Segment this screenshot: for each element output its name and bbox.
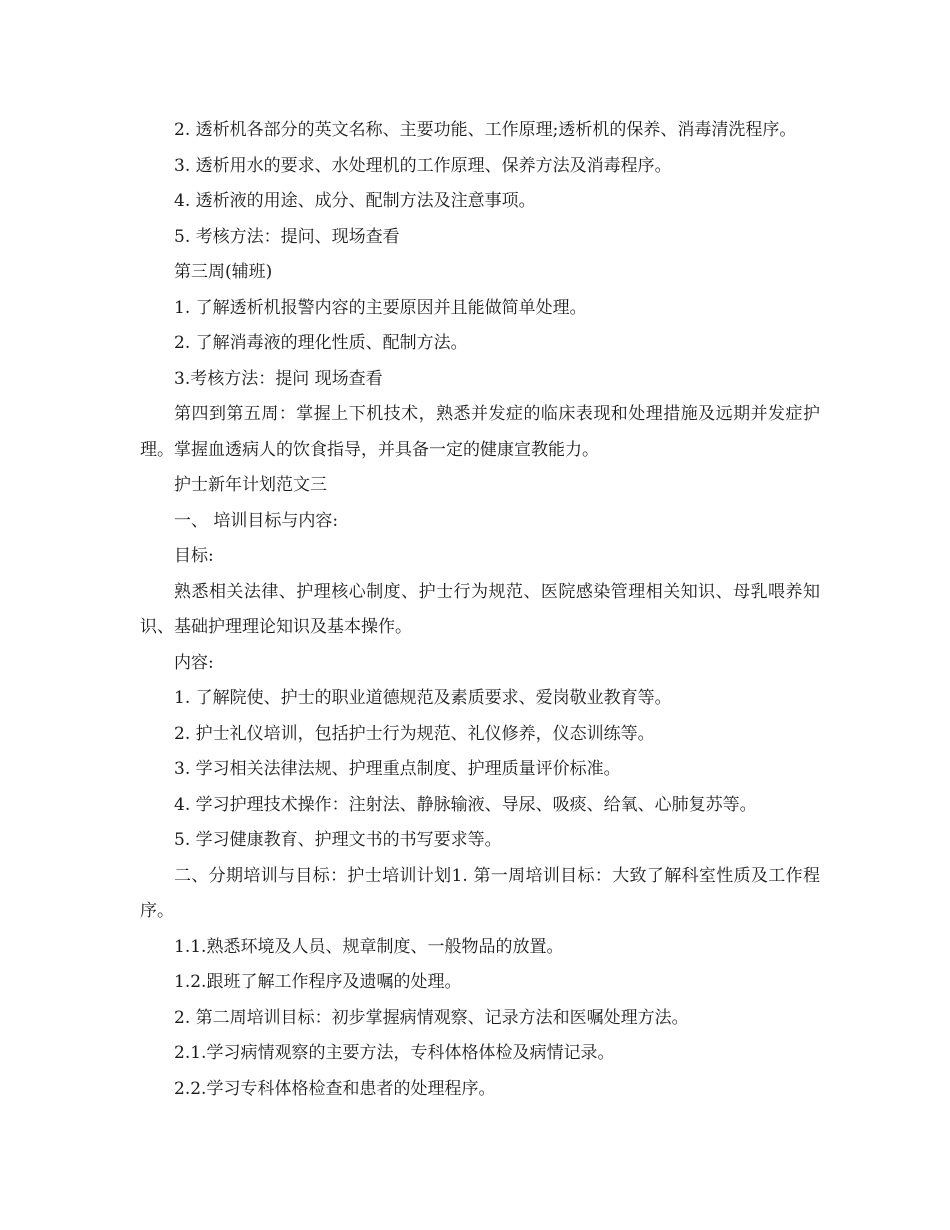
document-body: [140, 113, 820, 1107]
paragraph: 4. 透析液的用途、成分、配制方法及注意事项。: [174, 191, 536, 211]
paragraph: 二、分期培训与目标：护士培训计划1. 第一周培训目标：大致了解科室性质及工作程序。: [140, 865, 820, 921]
paragraph: 3.考核方法：提问 现场查看: [174, 368, 383, 389]
paragraph: 2. 第二周培训目标：初步掌握病情观察、记录方法和医嘱处理方法。: [174, 1007, 689, 1028]
paragraph: 5. 考核方法：提问、现场查看: [174, 226, 400, 247]
paragraph: 2.2.学习专科体格检查和患者的处理程序。: [174, 1078, 496, 1099]
paragraph: 2. 了解消毒液的理化性质、配制方法。: [174, 333, 468, 353]
paragraph: 内容:: [174, 652, 214, 673]
paragraph: 2. 护士礼仪培训，包括护士行为规范、礼仪修养，仪态训练等。: [174, 723, 655, 744]
section-heading: 第三周(辅班): [174, 262, 273, 282]
section-heading: 护士新年计划范文三: [174, 475, 327, 495]
paragraph: 第四到第五周：掌握上下机技术，熟悉并发症的临床表现和处理措施及远期并发症护理。掌握血透病人的饮食指导，并具备一定的健康宣教能力。: [140, 404, 820, 460]
paragraph: 2.1.学习病情观察的主要方法，专科体格体检及病情记录。: [174, 1043, 615, 1063]
paragraph: 1. 了解透析机报警内容的主要原因并且能做简单处理。: [174, 297, 587, 318]
paragraph: 1.2.跟班了解工作程序及遗嘱的处理。: [174, 972, 462, 992]
paragraph: 1. 了解院使、护士的职业道德规范及素质要求、爱岗敬业教育等。: [174, 688, 672, 708]
section-heading: 一、 培训目标与内容:: [174, 510, 339, 531]
paragraph: 熟悉相关法律、护理核心制度、护士行为规范、医院感染管理相关知识、母乳喂养知识、基础护理理论知识及基本操作。: [140, 581, 820, 637]
paragraph: 3. 透析用水的要求、水处理机的工作原理、保养方法及消毒程序。: [174, 155, 672, 176]
paragraph: 4. 学习护理技术操作：注射法、静脉输液、导尿、吸痰、给氧、心肺复苏等。: [174, 794, 757, 815]
paragraph: 5. 学习健康教育、护理文书的书写要求等。: [174, 830, 502, 850]
paragraph: 2. 透析机各部分的英文名称、主要功能、工作原理;透析机的保养、消毒清洗程序。: [174, 120, 797, 140]
paragraph: 目标:: [174, 546, 214, 566]
paragraph: 1.1.熟悉环境及人员、规章制度、一般物品的放置。: [174, 936, 564, 957]
paragraph: 3. 学习相关法律法规、护理重点制度、护理质量评价标准。: [174, 759, 621, 779]
